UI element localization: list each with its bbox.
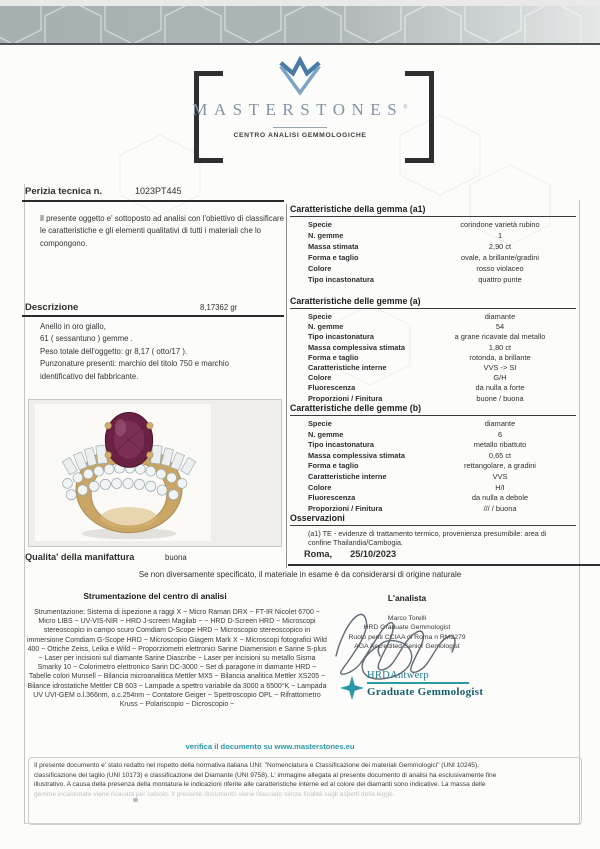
description-line: 61 ( sessantuno ) gemme . [40,334,133,344]
gem-row [290,483,582,494]
gem-row [290,493,582,504]
description-label: Descrizione [25,302,79,313]
gem-row-label: Forma e taglio [308,253,359,262]
gem-row-label: Forma e taglio [308,461,359,471]
analyst-title: L'analista [387,593,427,603]
hrd-star-icon [340,676,364,700]
gem-row [290,253,582,264]
report-number-header [25,186,182,197]
footer-legal-block [28,757,582,825]
gem-row-label: Specie [308,419,332,428]
gem-row-value: G/H [493,373,507,383]
report-number-value: 1023PT445 [135,186,182,196]
gem-row-value: 6 [497,429,503,439]
gem-row-label: Massa complessiva stimata [308,450,405,460]
diamond-icon [272,55,328,97]
gem-row-value: corindone varietà rubino [460,220,540,229]
gem-row [290,451,582,462]
section-observations [290,513,582,547]
gem-row-value: rettangolare, a gradini [464,461,536,471]
gem-row [290,373,582,383]
place-date [288,549,600,566]
natural-origin-note: Se non diversamente specificato, il materiale in esame è da considerarsi di origine naturale [138,570,462,579]
column-divider [286,204,287,568]
gem-row-value: ovale, a brillante/gradini [460,253,540,262]
gem-row-label: Caratteristiche interne [308,471,387,481]
gem-row-label: Massa complessiva stimata [308,342,405,352]
hrd-brand-name: HRDAntwerp [367,670,429,681]
gem-row [290,332,582,342]
observations-title: Osservazioni [290,513,576,526]
gem-row-value: buone / buona [476,393,524,403]
section-gem-b [290,403,582,514]
gem-row [290,461,582,472]
footer-line: gemme incastonate viene ricavata per calcolo. Il presente documento viene rilasciato senza finalità sugli aspetti della legge. [34,790,395,798]
logo-subtitle: CENTRO ANALISI GEMMOLOGICHE [233,132,367,139]
hrd-antwerp-logo [340,670,483,700]
object-weight-value: 8,17362 gr [200,303,238,312]
description-line: Punzonature presenti: marchio del titolo 750 e marchio [40,359,229,369]
description-line: Anello in oro giallo, [40,322,106,331]
gem-row-label: Colore [308,264,332,273]
gem-row-label: Forma e taglio [308,352,359,362]
workmanship-quality [25,552,187,562]
rule-under-description [22,315,284,317]
report-number-label: Perizia tecnica n. [25,186,103,197]
gem-row-value: metallo ribattuto [473,440,527,450]
gem-row [290,430,582,441]
gem-row [290,440,582,451]
description-text [40,321,290,383]
gem-row-label: Caratteristiche interne [308,362,387,372]
gem-row-value: /// / buona [483,503,517,513]
analyst-credential: HRD Graduate Gemmologist [363,624,451,632]
footer-line: classificazione del taglio (UNI 10173) e classificazione del Diamante (UNI 9758). L' immagine allegata al presente documento di analisi ha esclusivamente fine [34,771,497,779]
description-line: identificativo del fabbricante. [40,371,139,381]
gem-row-label: Fluorescenza [308,383,356,393]
date-value: 25/10/2023 [350,549,397,559]
analyst-credential: Ruolo periti CCIAA di Roma n RM2279 [348,633,466,641]
brand-name: MASTERSTONES® [192,100,408,119]
gem-row [290,322,582,332]
verify-document-link[interactable]: verifica il documento su www.masterstones.eu [185,742,355,751]
section-title: Caratteristiche della gemma (a1) [290,204,576,217]
ring-photo [28,399,282,547]
gem-row [290,220,582,231]
security-pattern-band [0,6,600,45]
analyst-block [327,593,487,651]
report-intro-text: Il presente oggetto e' sottoposto ad analisi con l'obiettivo di classificare le caratteristiche e gli elementi qualitativi di tutti i materiali che lo compongono. [40,214,284,248]
gem-row [290,312,582,322]
description-line: Peso totale dell'oggetto: gr 8,17 ( otto/17 ). [40,346,188,356]
observations-text: (a1) TE - evidenze di trattamento termico, provenienza presumibile: area di confine Thailandia/Cambogia. [308,529,547,547]
analyst-name: Marco Torelli [387,615,427,622]
gem-row-label: N. gemme [308,429,344,439]
footer-line: Il presente documento e' stato redatto nel rispetto della normativa italiana UNI: "Nomenclatura e Classificazione dei materiali Gemmologici" (UNI 10245), [34,762,480,769]
gem-row [290,472,582,483]
gem-row-value: 1 [497,231,503,240]
gem-row-value: VVS [492,471,508,481]
gem-row-value: rosso violaceo [476,264,524,273]
gem-row [290,419,582,430]
gem-row-value: quattro punte [478,275,522,284]
gem-row-label: Tipo incastonatura [308,440,374,450]
gem-row-value: da nulla a forte [475,383,525,393]
workmanship-value: buona [165,553,187,562]
gem-row-label: Specie [308,312,332,321]
gem-row-value: VVS -> SI [483,362,517,372]
gem-row-value: 2,90 ct [488,242,512,251]
registered-mark: ® [403,104,408,111]
hrd-subtitle: Graduate Gemmologist [367,685,484,698]
section-title: Caratteristiche delle gemme (a) [290,296,576,309]
gem-row [290,264,582,275]
frame-line-left [24,184,25,823]
gem-row-value: H/I [495,482,505,492]
gem-row-value: 0,65 ct [488,450,512,460]
analyst-credential: AGA Accredited Senior Gemologist [354,642,460,650]
hrd-underline [367,682,469,684]
hrd-logo-text [367,670,483,700]
gem-row-value: a grane ricavate dal metallo [454,332,546,342]
gem-row [290,343,582,353]
gem-row-label: Tipo incastonatura [308,275,374,284]
gem-row [290,363,582,373]
section-title: Caratteristiche delle gemme (b) [290,403,576,416]
gem-row-label: Proporzioni / Finitura [308,503,383,513]
gem-row [290,242,582,253]
gem-row [290,275,582,286]
footer-line: illustrativo. A causa della presenza della montatura le indicazioni riferite alle caratteristiche interne ed al colore dei diamanti sono indicative. La massa delle [34,781,486,789]
gem-row [290,383,582,393]
instruments-text: Strumentazione: Sistema di ispezione a raggi X ~ Micro Raman DRX ~ FT-IR Nicolet 6700 ~ Micro LIBS ~ UV-VIS-NIR ~ HRD J-screen Magilab ~ ~ HRD D-Screen HRD ~ Microscopi stereoscopici in campo scuro Comdiam D-Scope HRD ~ Microscopio stereoscopico in immersione Comdiam G-Scope HRD ~ Microscopio Giagem Mark X ~ Microscopi fotografici Wild 400 ~ Ottiche Zeiss, Leika e Wild ~ Proporziometri elettronici Sarine Diamension e Sarine S-plus ~ Laser per incisioni sul diamante Sarine Diascribe ~ Laser per incisioni su metallo Sisma Smarky 10 ~ Colorimetro elettronico Sarin DC-3000 ~ Set di paragone in diamante HRD ~ Tabelle colori Munsell ~ Bilancia microanalitica Mettler MX5 ~ Bilancia analitica Mettler XS205 ~ Bilance idrostatiche Mettler CB 603 ~ Lampade a spettro variabile da 3000 a 6500°K ~ Lampada UV UVI-GEM o.l.366nm, o.c.254nm ~ Contatore Geiger ~ Spettroscopio OPL ~ Rifrattometro Kruss ~ Polariscopio ~ Dicroscopio ~ [27,609,327,709]
gem-row-value: da nulla a debole [471,493,529,503]
gem-row-label: Massa stimata [308,242,359,251]
gem-row-label: Fluorescenza [308,493,356,503]
gem-row-label: Colore [308,482,332,492]
gem-row [290,231,582,242]
gem-row-label: Specie [308,220,332,229]
gem-row-value: rotonda, a brillante [469,352,531,362]
description-header [25,302,238,313]
gem-row-value: 54 [495,322,505,332]
gem-row-label: N. gemme [308,231,344,240]
gem-row-value: diamante [484,312,516,321]
scan-artifact [133,798,138,802]
workmanship-label: Qualita' della manifattura [25,552,135,562]
section-gem-a [290,296,582,404]
gem-row-label: Tipo incastonatura [308,332,374,342]
instruments-title: Strumentazione del centro di analisi [83,591,227,601]
brand-underline [273,127,327,128]
place-label: Roma, [304,549,333,559]
section-gem-a1 [290,204,582,286]
rule-under-report-number [22,200,284,202]
gem-row-label: N. gemme [308,322,344,332]
gem-row-label: Proporzioni / Finitura [308,393,383,403]
hexagon-pattern [0,6,600,45]
ruby-ring-image [39,402,219,544]
gem-row-value: 1,80 ct [488,342,512,352]
gem-row-label: Colore [308,373,332,383]
gem-row [290,353,582,363]
gem-row-value: diamante [484,419,516,428]
